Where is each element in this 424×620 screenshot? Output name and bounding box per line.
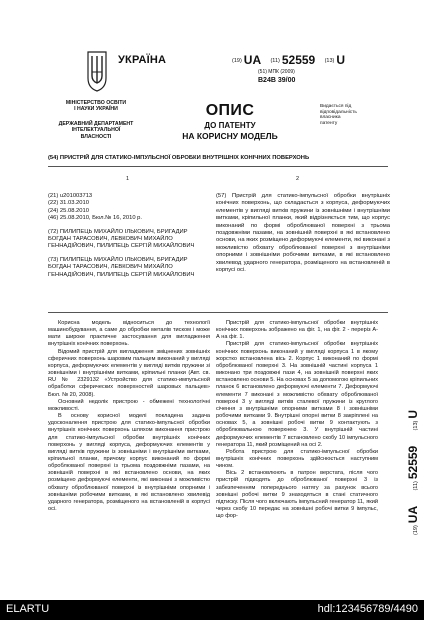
ministry-name: МІНІСТЕРСТВО ОСВІТИ І НАУКИ УКРАЇНИ <box>65 100 127 113</box>
patent-codes: (19) UA (11) 52559 (13) U <box>232 53 346 67</box>
paragraph: Робота пристрою для статико-імпульсної обробки внутрішніх конічних поверхонь здійснюється наступним чином. <box>216 448 378 470</box>
document-subtitle-1: ДО ПАТЕНТУ <box>204 121 256 130</box>
divider <box>48 312 388 313</box>
footer-handle[interactable]: hdl:123456789/4490 <box>317 603 418 615</box>
vertical-patent-codes: (19)UA (11)52559 (13)U <box>406 409 420 535</box>
bibliographic-data: (21) u201003713 (22) 31.03.2010 (24) 25.08.2010 (46) 25.08.2010, Бюл.№ 16, 2010 р. (72) ПИЛИПЕЦЬ МИХАЙЛО ІЛЬКОВИЧ, БРИГАДИР БОГДАН ТАРАСОВИЧ, ЛЕВКОВИЧ МИХАЙЛО ГЕННАДІЙОВИЧ, ПИЛИПЕЦЬ СЕРГІЙ МИХАЙЛОВИЧ (73) ПИЛИПЕЦЬ МИХАЙЛО ІЛЬКОВИЧ, БРИГАДИР БОГДАН ТАРАСОВИЧ, ЛЕВКОВИЧ МИХАЙЛО ГЕННАДІЙОВИЧ, ПИЛИПЕЦЬ СЕРГІЙ МИХАЙЛОВИЧ <box>48 193 195 278</box>
paragraph: Відомий пристрій для вигладження зміцнених зовнішніх сферичних поверхонь шаровим пальцем виконаний у вигляді корпуса, деформуючих елементів у вигляді витків пружини зі зовнішніми і внутрішніми витками, кріпильні планки (Авт. св. RU № 2329132 «Устройство для статико-импульсной обработки сферических поверхностей шаровых пальцев» Бюл. № 20, 2008). <box>48 348 210 398</box>
description-left-column <box>48 320 210 513</box>
department-name: ДЕРЖАВНИЙ ДЕПАРТАМЕНТ ІНТЕЛЕКТУАЛЬНОЇ ВЛАСНОСТІ <box>58 121 134 140</box>
footer-bar <box>0 600 424 620</box>
description-right-column <box>216 320 378 520</box>
divider <box>48 166 388 167</box>
paragraph: Пристрій для статико-імпульсної обробки внутрішніх конічних поверхонь зображено на фіг. 1, на фіг. 2 - переріз А-А на фіг. 1. <box>216 320 378 341</box>
footer-repository-name: ELARTU <box>6 603 50 615</box>
paragraph: В основу корисної моделі покладена задача удосконалення пристрою для статико-імпульсної обробки внутрішніх конічних поверхонь шляхом виконання пристрою для статико-імпульсної обробки внутрішніх конічних поверхонь у вигляді корпуса, деформуючих елементів у вигляді витків пружини із зовнішніми і внутрішніми витками, кріпильної планки, причому корпус виконаний по формі оброблюваної поверхні із трьома поздовжніми пазами, на зовнішній поверхні в які встановлено основи, на яких розміщено деформуючі елементи, які виконані з можливістю обхвату оброблюваної поверхні із внутрішніми опорними і зовнішніми робочими витками, в які встановлено хвилевід ударного генератора, розміщеного на встановленій в корпусі осі. <box>48 413 210 513</box>
responsibility-note: Видається під відповідальність власника патенту <box>320 104 357 126</box>
paragraph: Основний недолік пристрою - обмежені технологічні можливості. <box>48 398 210 412</box>
paragraph: Корисна модель відноситься до технології машинобудування, а саме до обробки металів тиском і може мати широке практичне застосування для вигладження внутрішніх конічних поверхонь. <box>48 320 210 348</box>
paragraph: Пристрій для статико-імпульсної обробки внутрішніх конічних поверхонь виконаний у вигляді корпуса 1 в якому жорстко встановлена вісь 2. Корпус 1 виконаний по формі оброблюваної поверхні 3. На зовнішній частині корпуса 1 виконано три поздовжні пази 4, на зовнішній поверхні яких встановлено основи 5. На основах 5 за допомогою кріпильних планок 6 встановлено деформуючі елементи 7. Деформуючі елементи 7 виконані з можливістю обхвату оброблюваної поверхні 3 у вигляді витків сталевої пружини із круглого січення з внутрішніми опорними витками 8 і зовнішніми робочими витками 9. Внутрішні опорні витки 8 закріплені на основах 5, а зовнішні робочі витки 9 контактують з оброблювальною поверхнею 3. У внутрішній частині деформуючих елементів 7 встановлено скобу 10 імпульсного генератора 11, який розміщений на осі 2. <box>216 341 378 448</box>
document-subtitle-2: НА КОРИСНУ МОДЕЛЬ <box>182 131 278 141</box>
invention-title: (54) ПРИСТРІЙ ДЛЯ СТАТИКО-ІМПУЛЬСНОЇ ОБРОБКИ ВНУТРІШНІХ КОНІЧНИХ ПОВЕРХОНЬ <box>48 155 310 161</box>
ipc-classification: (51) МПК (2009) B24B 39/00 <box>258 69 296 84</box>
document-title: ОПИС <box>205 102 255 119</box>
paragraph: Вісь 2 встановлюють в патрон верстата, після чого пристрій підводять до оброблюваної поверхні 3 із забезпеченням попереднього натягу за рахунок всього зовнішні робочі витки 9 знаходяться в стані статичного підтиску. Після чого включають імпульсний генератор 11, який через скобу 10 передає на зовнішні робочі витки 9 імпульс, що фор- <box>216 470 378 520</box>
column-number-2: 2 <box>296 176 300 182</box>
trident-emblem-icon <box>86 50 108 92</box>
country-name: УКРАЇНА <box>118 54 167 66</box>
column-number-1: 1 <box>126 176 130 182</box>
claim-abstract: (57) Пристрій для статико-імпульсної обробки внутрішніх конічних поверхонь, що складається з корпуса, деформуючих елементів у вигляді витків пружини із зовнішніми і внутрішніми витками, кріпильної планки, який відрізняється тим, що корпус виконаний по формі оброблюваної поверхні з трьома поздовжніми пазами, на зовнішній поверхні в які встановлено основи, на яких розміщено деформуючі елементи, які виконані з можливістю обхвату оброблюваної поверхні з внутрішніми опорними і зовнішніми робочими витками, в які встановлено хвилевод ударного генератора, розміщеного на встановленій в корпусі осі. <box>216 193 390 274</box>
